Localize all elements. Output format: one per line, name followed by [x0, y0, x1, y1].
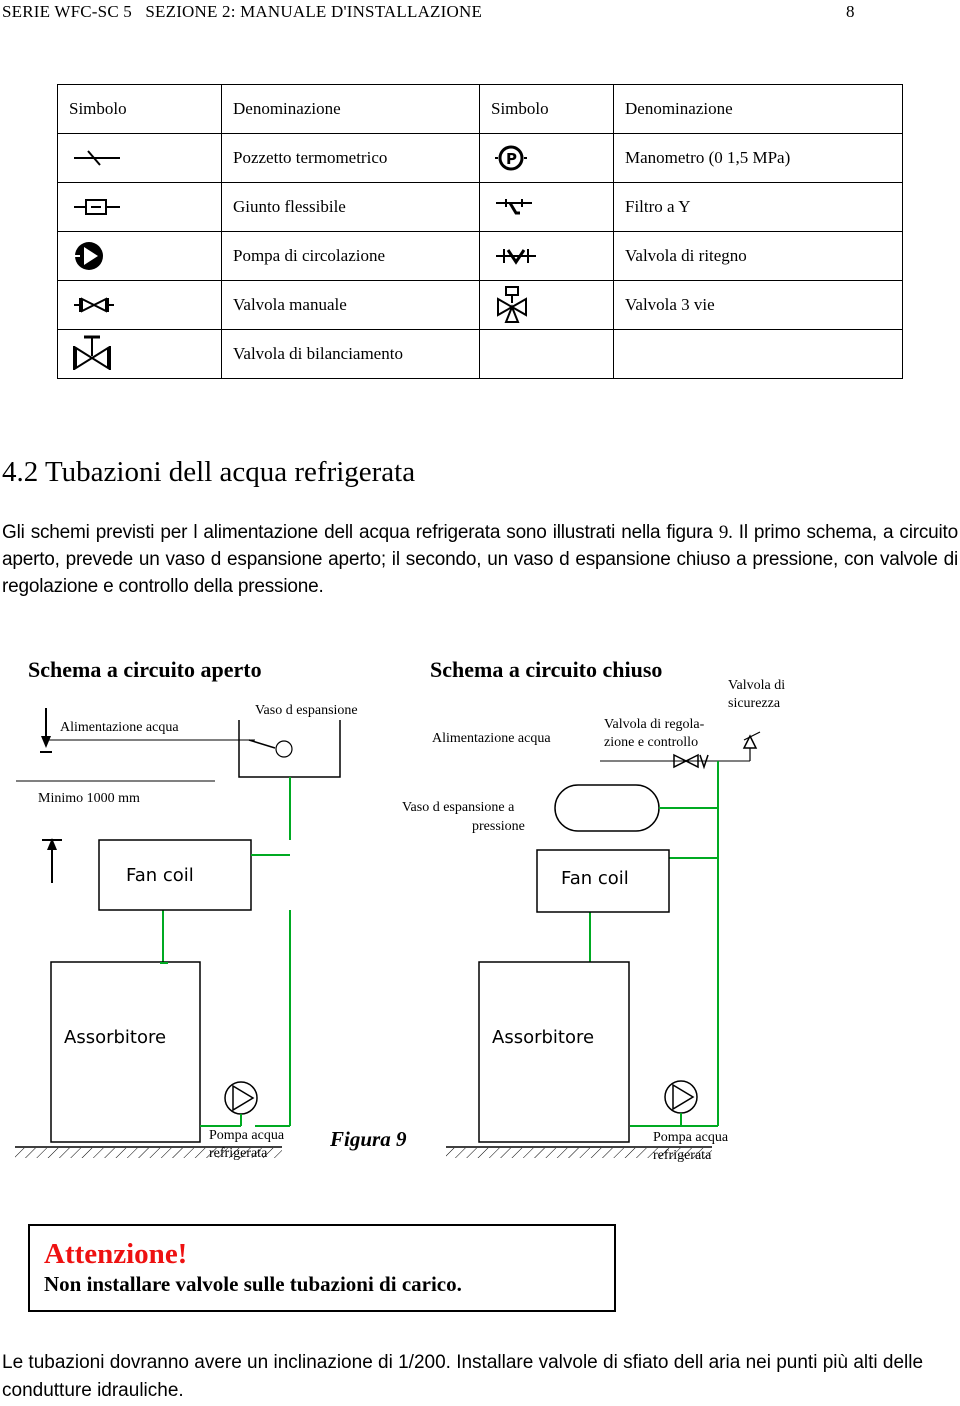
safety-valve-icon [718, 732, 760, 761]
symbol-name: Pompa di circolazione [222, 232, 480, 281]
header-cell: Simbolo [480, 85, 614, 134]
header-cell: Denominazione [222, 85, 480, 134]
pump-label-open-1: Pompa acqua [209, 1128, 285, 1143]
flexible-joint-icon [72, 195, 122, 219]
absorber-unit-open [51, 962, 200, 1142]
paragraph-part: Gli schemi previsti per l alimentazione dell acqua refrigerata sono illustrati nella figura [2, 522, 719, 543]
symbol-name [614, 330, 903, 379]
running-header [2, 2, 482, 22]
warning-text: Non installare valvole sulle tubazioni di carico. [44, 1272, 462, 1296]
section-label: SEZIONE 2: MANUALE D'INSTALLAZIONE [145, 2, 483, 21]
pressure-expansion-vessel [555, 785, 659, 831]
open-expansion-tank [239, 720, 340, 777]
symbol-cell [58, 330, 222, 379]
symbol-name: Manometro (0 1,5 MPa) [614, 134, 903, 183]
figure-reference: 9. [718, 522, 733, 543]
pressure-vessel-label-2: pressione [472, 819, 525, 834]
section-title: 4.2 Tubazioni dell acqua refrigerata [2, 456, 416, 488]
circulation-pump-icon [72, 239, 106, 273]
symbol-legend-table [57, 84, 903, 379]
fan-coil-label-closed: Fan coil [561, 868, 629, 889]
table-row [58, 281, 903, 330]
symbol-name: Pozzetto termometrico [222, 134, 480, 183]
symbol-cell [480, 232, 614, 281]
circulation-pump-icon [665, 1081, 697, 1113]
three-way-valve-icon [494, 285, 530, 325]
symbol-cell [58, 281, 222, 330]
control-valve-label-1: Valvola di regola- [604, 717, 705, 732]
pressure-gauge-icon [494, 143, 528, 173]
page-number: 8 [846, 2, 855, 21]
fan-coil-label-open: Fan coil [126, 865, 194, 886]
piping-diagram [0, 640, 960, 1190]
pressure-vessel-label-1: Vaso d espansione a [402, 800, 515, 815]
header-cell: Denominazione [614, 85, 903, 134]
table-row [58, 183, 903, 232]
header-cell: Simbolo [58, 85, 222, 134]
ground-hatch [15, 1148, 282, 1158]
symbol-cell [480, 134, 614, 183]
figure-caption: Figura 9 [330, 1127, 407, 1151]
thermometer-well-icon [72, 148, 122, 168]
min-height-label: Minimo 1000 mm [38, 791, 140, 806]
table-row [58, 134, 903, 183]
series-label: SERIE WFC-SC 5 [2, 2, 133, 21]
paragraph-part: Il primo schema, a circuito aperto, prevede un vaso d espansione aperto; il secondo, un vaso d espansione chiuso a pressione, con valvole di regolazione e controllo della pressione. [2, 522, 958, 597]
svg-text:P: P [506, 150, 517, 168]
safety-valve-label-2: sicurezza [728, 696, 781, 711]
circulation-pump-icon [225, 1082, 257, 1114]
open-circuit-title: Schema a circuito aperto [28, 657, 262, 682]
symbol-cell [480, 183, 614, 232]
safety-valve-label-1: Valvola di [728, 678, 786, 693]
check-valve-icon [494, 244, 538, 268]
symbol-name: Valvola manuale [222, 281, 480, 330]
open-supply-label: Alimentazione acqua [60, 720, 179, 735]
warning-title: Attenzione! [44, 1238, 188, 1270]
symbol-name: Filtro a Y [614, 183, 903, 232]
symbol-cell [480, 281, 614, 330]
closed-circuit-title: Schema a circuito chiuso [430, 657, 663, 682]
table-row [58, 330, 903, 379]
symbol-name: Giunto flessibile [222, 183, 480, 232]
table-row [58, 232, 903, 281]
symbol-name: Valvola di ritegno [614, 232, 903, 281]
installation-note: Le tubazioni dovranno avere un inclinazione di 1/200. Installare valvole di sfiato dell aria nei punti più alti delle condutture idrauliche. [2, 1352, 924, 1401]
absorber-label-open: Assorbitore [64, 1027, 167, 1048]
symbol-name: Valvola 3 vie [614, 281, 903, 330]
closed-supply-label: Alimentazione acqua [432, 731, 551, 746]
expansion-vessel-label: Vaso d espansione [255, 703, 358, 718]
closed-circuit-pipes [590, 761, 718, 1126]
warning-box [28, 1224, 616, 1312]
table-header-row [58, 85, 903, 134]
balancing-valve-icon [72, 334, 112, 374]
absorber-label-closed: Assorbitore [492, 1027, 595, 1048]
manual-valve-icon [72, 293, 116, 317]
symbol-cell [58, 232, 222, 281]
symbol-name: Valvola di bilanciamento [222, 330, 480, 379]
supply-arrow-icon [40, 708, 52, 752]
pump-label-closed-1: Pompa acqua [653, 1130, 729, 1145]
y-filter-icon [494, 195, 534, 219]
ground-hatch [446, 1148, 712, 1158]
open-circuit-pipes [163, 777, 290, 1126]
symbol-cell-empty [480, 330, 614, 379]
absorber-unit-closed [479, 962, 629, 1142]
control-valve-label-2: zione e controllo [604, 735, 699, 750]
height-arrow-icon [42, 838, 62, 883]
symbol-cell [58, 134, 222, 183]
symbol-cell [58, 183, 222, 232]
intro-paragraph [2, 519, 958, 600]
